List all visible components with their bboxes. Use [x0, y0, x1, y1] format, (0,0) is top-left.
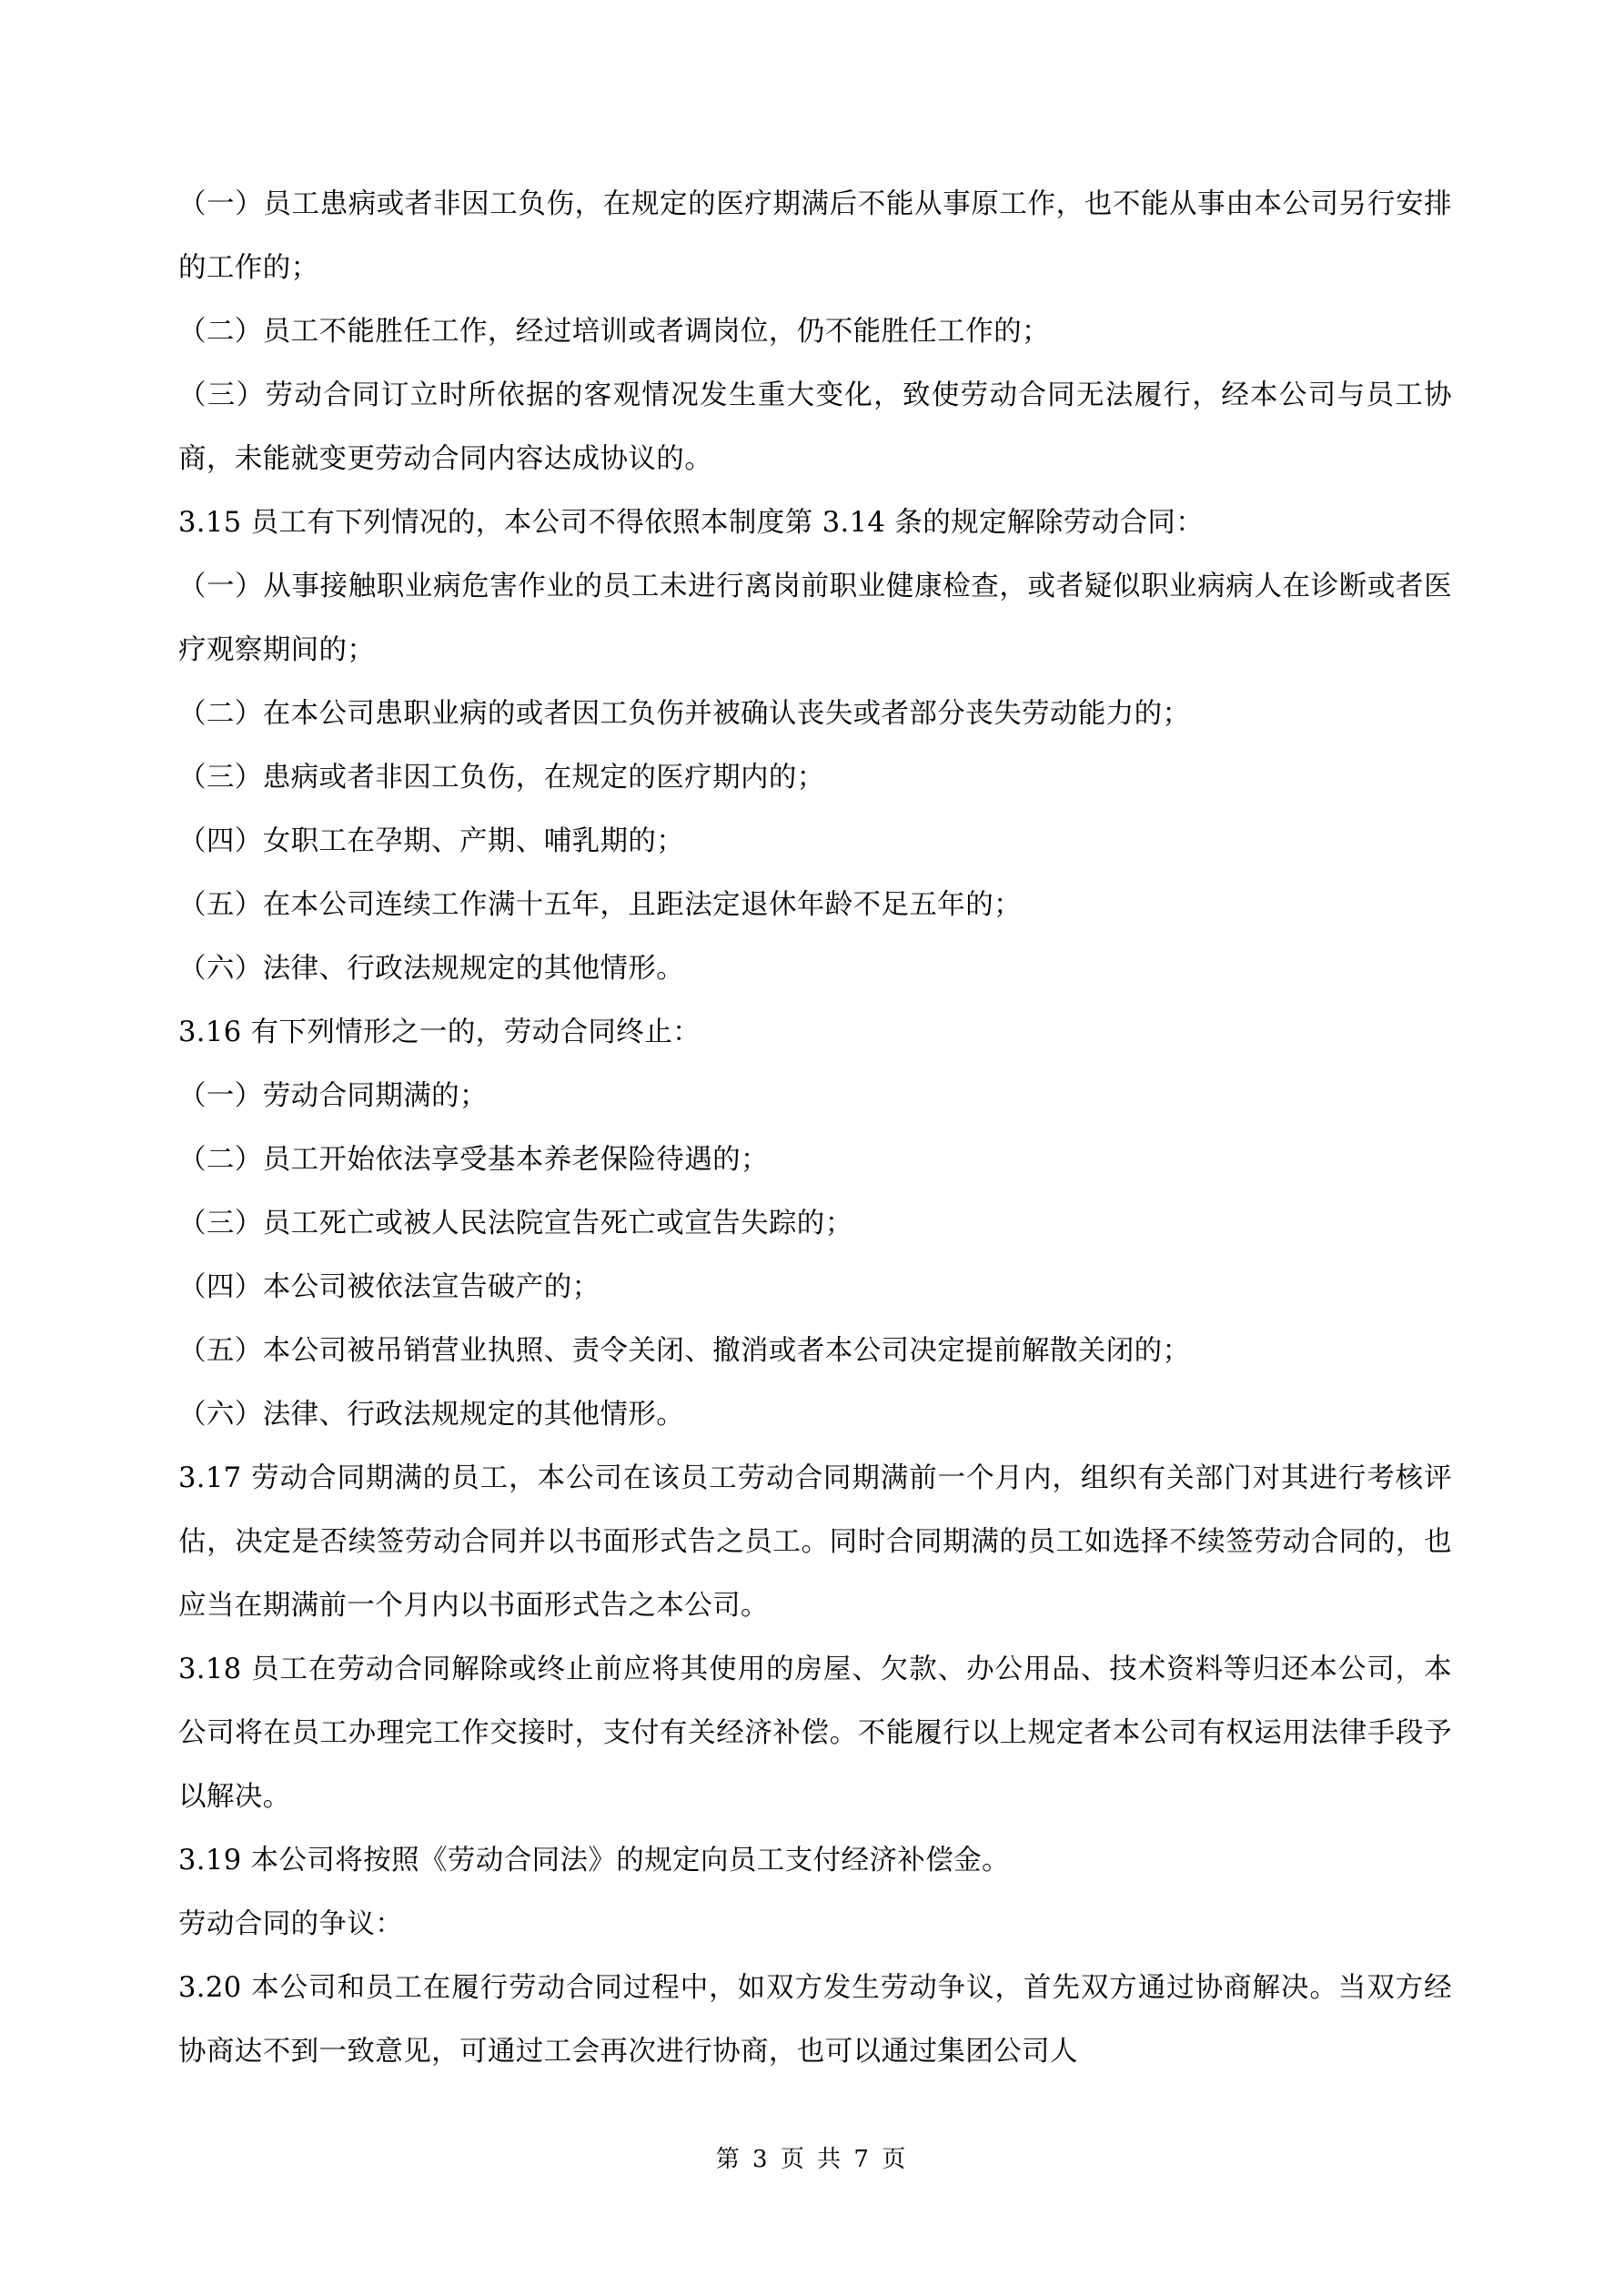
paragraph: （一）员工患病或者非因工负伤，在规定的医疗期满后不能从事原工作，也不能从事由本公司另行安排的工作的；: [178, 188, 1452, 284]
paragraph: （二）在本公司患职业病的或者因工负伤并被确认丧失或者部分丧失劳动能力的；: [178, 698, 1191, 730]
paragraph: 3.20 本公司和员工在履行劳动合同过程中，如双方发生劳动争议，首先双方通过协商解决。当双方经协商达不到一致意见，可通过工会再次进行协商，也可以通过集团公司人: [178, 1972, 1452, 2068]
document-body: [178, 173, 1452, 2084]
paragraph: （五）本公司被吊销营业执照、责令关闭、撤消或者本公司决定提前解散关闭的；: [178, 1335, 1191, 1367]
paragraph: （三）劳动合同订立时所依据的客观情况发生重大变化，致使劳动合同无法履行，经本公司与员工协商，未能就变更劳动合同内容达成协议的。: [178, 379, 1452, 475]
paragraph: （一）劳动合同期满的；: [178, 1080, 488, 1112]
paragraph: （六）法律、行政法规规定的其他情形。: [178, 953, 685, 985]
paragraph: （四）本公司被依法宣告破产的；: [178, 1271, 600, 1303]
paragraph: 劳动合同的争议：: [178, 1908, 404, 1940]
paragraph: （四）女职工在孕期、产期、哺乳期的；: [178, 825, 685, 857]
paragraph: 3.18 员工在劳动合同解除或终止前应将其使用的房屋、欠款、办公用品、技术资料等归还本公司，本公司将在员工办理完工作交接时，支付有关经济补偿。不能履行以上规定者本公司有权运用法律手段予以解决。: [178, 1654, 1452, 1813]
paragraph: 3.15 员工有下列情况的，本公司不得依照本制度第 3.14 条的规定解除劳动合同：: [178, 507, 1205, 539]
paragraph: （六）法律、行政法规规定的其他情形。: [178, 1399, 685, 1431]
paragraph: 3.16 有下列情形之一的，劳动合同终止：: [178, 1017, 701, 1048]
paragraph: （二）员工不能胜任工作，经过培训或者调岗位，仍不能胜任工作的；: [178, 316, 1050, 348]
paragraph: 3.19 本公司将按照《劳动合同法》的规定向员工支付经济补偿金。: [178, 1845, 1010, 1876]
paragraph: （三）员工死亡或被人民法院宣告死亡或宣告失踪的；: [178, 1208, 853, 1239]
paragraph: 3.17 劳动合同期满的员工，本公司在该员工劳动合同期满前一个月内，组织有关部门对其进行考核评估，决定是否续签劳动合同并以书面形式告之员工。同时合同期满的员工如选择不续签劳动合同的，也应当在期满前一个月内以书面形式告之本公司。: [178, 1462, 1452, 1622]
paragraph: （一）从事接触职业病危害作业的员工未进行离岗前职业健康检查，或者疑似职业病病人在诊断或者医疗观察期间的；: [178, 571, 1452, 666]
paragraph: （五）在本公司连续工作满十五年，且距法定退休年龄不足五年的；: [178, 889, 1022, 921]
paragraph: （二）员工开始依法享受基本养老保险待遇的；: [178, 1144, 769, 1176]
page-footer: 第 3 页 共 7 页: [715, 2146, 909, 2173]
paragraph: （三）患病或者非因工负伤，在规定的医疗期内的；: [178, 762, 825, 794]
